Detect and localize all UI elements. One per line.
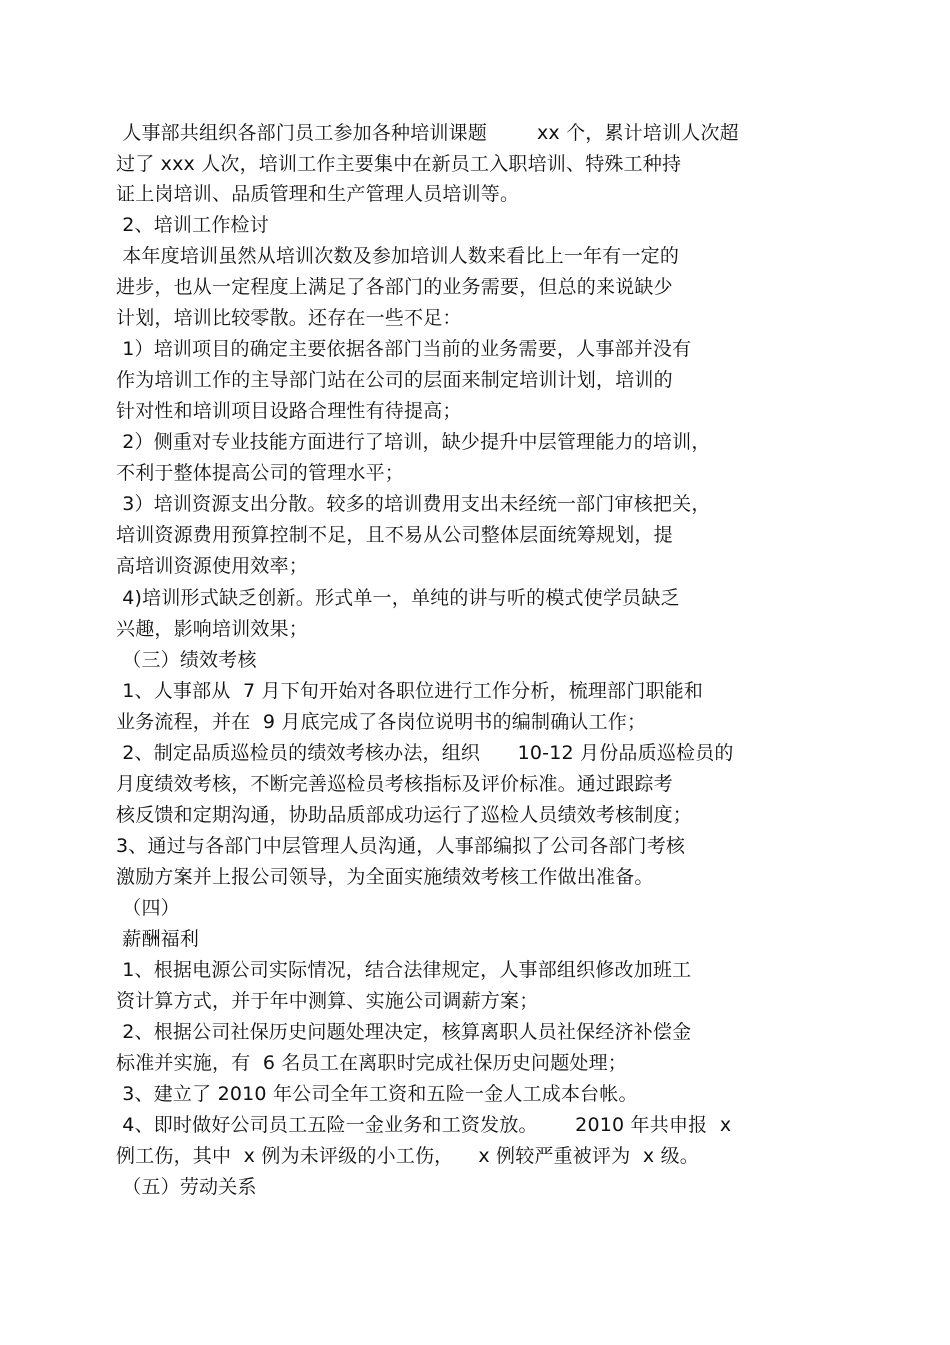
text-line: 高培训资源使用效率； bbox=[116, 555, 309, 577]
text-line: 1）培训项目的确定主要依据各部门当前的业务需要，人事部并没有 bbox=[116, 338, 692, 360]
text-line: 业务流程，并在 9 月底完成了各岗位说明书的编制确认工作； bbox=[116, 711, 647, 733]
section-heading: （五）劳动关系 bbox=[116, 1176, 257, 1198]
text-line: 作为培训工作的主导部门站在公司的层面来制定培训计划，培训的 bbox=[116, 369, 673, 391]
text-line: 激励方案并上报公司领导，为全面实施绩效考核工作做出准备。 bbox=[116, 866, 654, 888]
section-heading: 薪酬福利 bbox=[116, 928, 200, 950]
text-line: 月度绩效考核，不断完善巡检员考核指标及评价标准。通过跟踪考 bbox=[116, 773, 673, 795]
text-line: 进步，也从一定程度上满足了各部门的业务需要，但总的来说缺少 bbox=[116, 276, 673, 298]
section-heading: 2、培训工作检讨 bbox=[116, 214, 269, 236]
text-line: 1、根据电源公司实际情况，结合法律规定，人事部组织修改加班工 bbox=[116, 959, 692, 981]
text-line: 资计算方式，并于年中测算、实施公司调薪方案； bbox=[116, 990, 539, 1012]
text-line: 2、根据公司社保历史问题处理决定，核算离职人员社保经济补偿金 bbox=[116, 1021, 692, 1043]
text-line: 培训资源费用预算控制不足，且不易从公司整体层面统筹规划，提 bbox=[116, 524, 673, 546]
text-line: 2、制定品质巡检员的绩效考核办法，组织 10-12 月份品质巡检员的 bbox=[116, 742, 734, 764]
text-line: 标准并实施，有 6 名员工在离职时完成社保历史问题处理； bbox=[116, 1052, 628, 1074]
text-line: 不利于整体提高公司的管理水平； bbox=[116, 462, 405, 484]
text-line: 1、人事部从 7 月下旬开始对各职位进行工作分析，梳理部门职能和 bbox=[116, 680, 704, 702]
text-line: 计划，培训比较零散。还存在一些不足： bbox=[116, 307, 462, 329]
text-line: 针对性和培训项目设路合理性有待提高； bbox=[116, 400, 462, 422]
text-line: 核反馈和定期沟通，协助品质部成功运行了巡检人员绩效考核制度； bbox=[116, 804, 693, 826]
section-heading: （四） bbox=[116, 897, 180, 919]
text-line: 3、通过与各部门中层管理人员沟通，人事部编拟了公司各部门考核 bbox=[116, 835, 686, 857]
text-line: 证上岗培训、品质管理和生产管理人员培训等。 bbox=[116, 183, 520, 205]
text-line: 本年度培训虽然从培训次数及参加培训人数来看比上一年有一定的 bbox=[116, 245, 680, 267]
section-heading: （三）绩效考核 bbox=[116, 649, 257, 671]
text-line: 例工伤，其中 x 例为未评级的小工伤， x 例较严重被评为 x 级。 bbox=[116, 1145, 699, 1167]
text-line: 人事部共组织各部门员工参加各种培训课题 xx 个，累计培训人次超 bbox=[116, 122, 739, 144]
text-line: 4、即时做好公司员工五险一金业务和工资发放。 2010 年共申报 x bbox=[116, 1114, 732, 1136]
text-line: 2）侧重对专业技能方面进行了培训，缺少提升中层管理能力的培训， bbox=[116, 431, 711, 453]
text-line: 3）培训资源支出分散。较多的培训费用支出未经统一部门审核把关， bbox=[116, 493, 711, 515]
text-line: 过了 xxx 人次，培训工作主要集中在新员工入职培训、特殊工种持 bbox=[116, 153, 682, 175]
text-line: 4)培训形式缺乏创新。形式单一，单纯的讲与听的模式使学员缺乏 bbox=[116, 587, 680, 609]
text-line: 兴趣，影响培训效果； bbox=[116, 618, 309, 640]
text-line: 3、建立了 2010 年公司全年工资和五险一金人工成本台帐。 bbox=[116, 1083, 638, 1105]
